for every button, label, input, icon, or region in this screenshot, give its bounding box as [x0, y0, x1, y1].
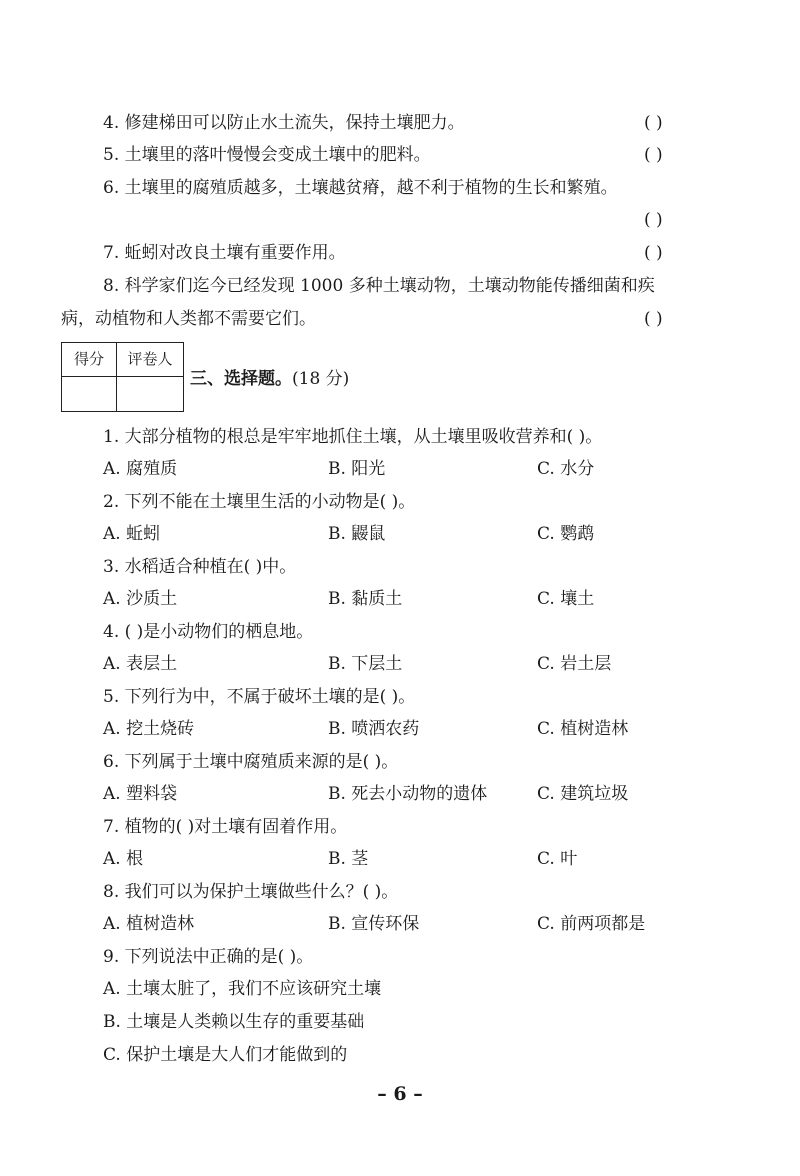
judgment-item-6: 6. 土壤里的腐殖质越多，土壤越贫瘠，越不利于植物的生长和繁殖。 [103, 178, 618, 198]
question-6-option-b: B. 死去小动物的遗体 [328, 784, 488, 804]
question-1: 1. 大部分植物的根总是牢牢地抓住土壤，从土壤里吸收营养和( )。 [103, 427, 603, 447]
judgment-item-8-line2: 病，动植物和人类都不需要它们。 [61, 309, 316, 329]
question-3: 3. 水稻适合种植在( )中。 [103, 557, 297, 577]
question-6-option-a: A. 塑料袋 [103, 784, 178, 804]
answer-paren-5: ( ) [644, 145, 663, 165]
question-5-option-b: B. 喷洒农药 [328, 719, 420, 739]
question-3-option-b: B. 黏质土 [328, 589, 403, 609]
question-2-option-b: B. 鼹鼠 [328, 524, 386, 544]
answer-paren-8: ( ) [644, 309, 663, 329]
answer-paren-6: ( ) [644, 210, 663, 230]
answer-paren-7: ( ) [644, 243, 663, 263]
page-number: – 6 – [377, 1083, 423, 1105]
question-7-option-c: C. 叶 [537, 849, 578, 869]
question-8-option-b: B. 宣传环保 [328, 914, 420, 934]
question-9-option-b: B. 土壤是人类赖以生存的重要基础 [103, 1012, 365, 1032]
question-2-option-c: C. 鹦鹉 [537, 524, 595, 544]
question-7-option-a: A. 根 [103, 849, 144, 869]
question-7-option-b: B. 茎 [328, 849, 369, 869]
judgment-item-8-line1: 8. 科学家们迄今已经发现 1000 多种土壤动物，土壤动物能传播细菌和疾 [103, 276, 655, 296]
question-4-option-b: B. 下层土 [328, 654, 403, 674]
question-9-option-a: A. 土壤太脏了，我们不应该研究土壤 [103, 979, 382, 999]
judgment-item-5: 5. 土壤里的落叶慢慢会变成土壤中的肥料。 [103, 145, 431, 165]
grader-label: 评卷人 [127, 350, 173, 368]
score-box-row-divider [62, 376, 183, 377]
question-4-option-a: A. 表层土 [103, 654, 178, 674]
question-3-option-a: A. 沙质土 [103, 589, 178, 609]
question-5: 5. 下列行为中，不属于破坏土壤的是( )。 [103, 687, 416, 707]
question-1-option-c: C. 水分 [537, 459, 595, 479]
section-score: (18 分) [292, 369, 350, 389]
judgment-item-7: 7. 蚯蚓对改良土壤有重要作用。 [103, 243, 346, 263]
question-6: 6. 下列属于土壤中腐殖质来源的是( )。 [103, 752, 399, 772]
question-1-option-b: B. 阳光 [328, 459, 386, 479]
question-8-option-c: C. 前两项都是 [537, 914, 646, 934]
question-2: 2. 下列不能在土壤里生活的小动物是( )。 [103, 492, 416, 512]
question-5-option-a: A. 挖土烧砖 [103, 719, 195, 739]
question-1-option-a: A. 腐殖质 [103, 459, 178, 479]
score-box [61, 342, 184, 412]
score-label: 得分 [73, 350, 104, 368]
question-6-option-c: C. 建筑垃圾 [537, 784, 629, 804]
question-8-option-a: A. 植树造林 [103, 914, 195, 934]
question-7: 7. 植物的( )对土壤有固着作用。 [103, 817, 348, 837]
question-8: 8. 我们可以为保护土壤做些什么？( )。 [103, 882, 399, 902]
judgment-item-4: 4. 修建梯田可以防止水土流失，保持土壤肥力。 [103, 113, 465, 133]
question-2-option-a: A. 蚯蚓 [103, 524, 161, 544]
question-9: 9. 下列说法中正确的是( )。 [103, 947, 314, 967]
question-3-option-c: C. 壤土 [537, 589, 595, 609]
answer-paren-4: ( ) [644, 113, 663, 133]
question-4: 4. ( )是小动物们的栖息地。 [103, 622, 314, 642]
section-title [190, 368, 349, 390]
score-box-divider [116, 343, 117, 411]
section-title-text: 三、选择题。 [190, 369, 292, 389]
question-4-option-c: C. 岩土层 [537, 654, 612, 674]
question-9-option-c: C. 保护土壤是大人们才能做到的 [103, 1045, 348, 1065]
question-5-option-c: C. 植树造林 [537, 719, 629, 739]
